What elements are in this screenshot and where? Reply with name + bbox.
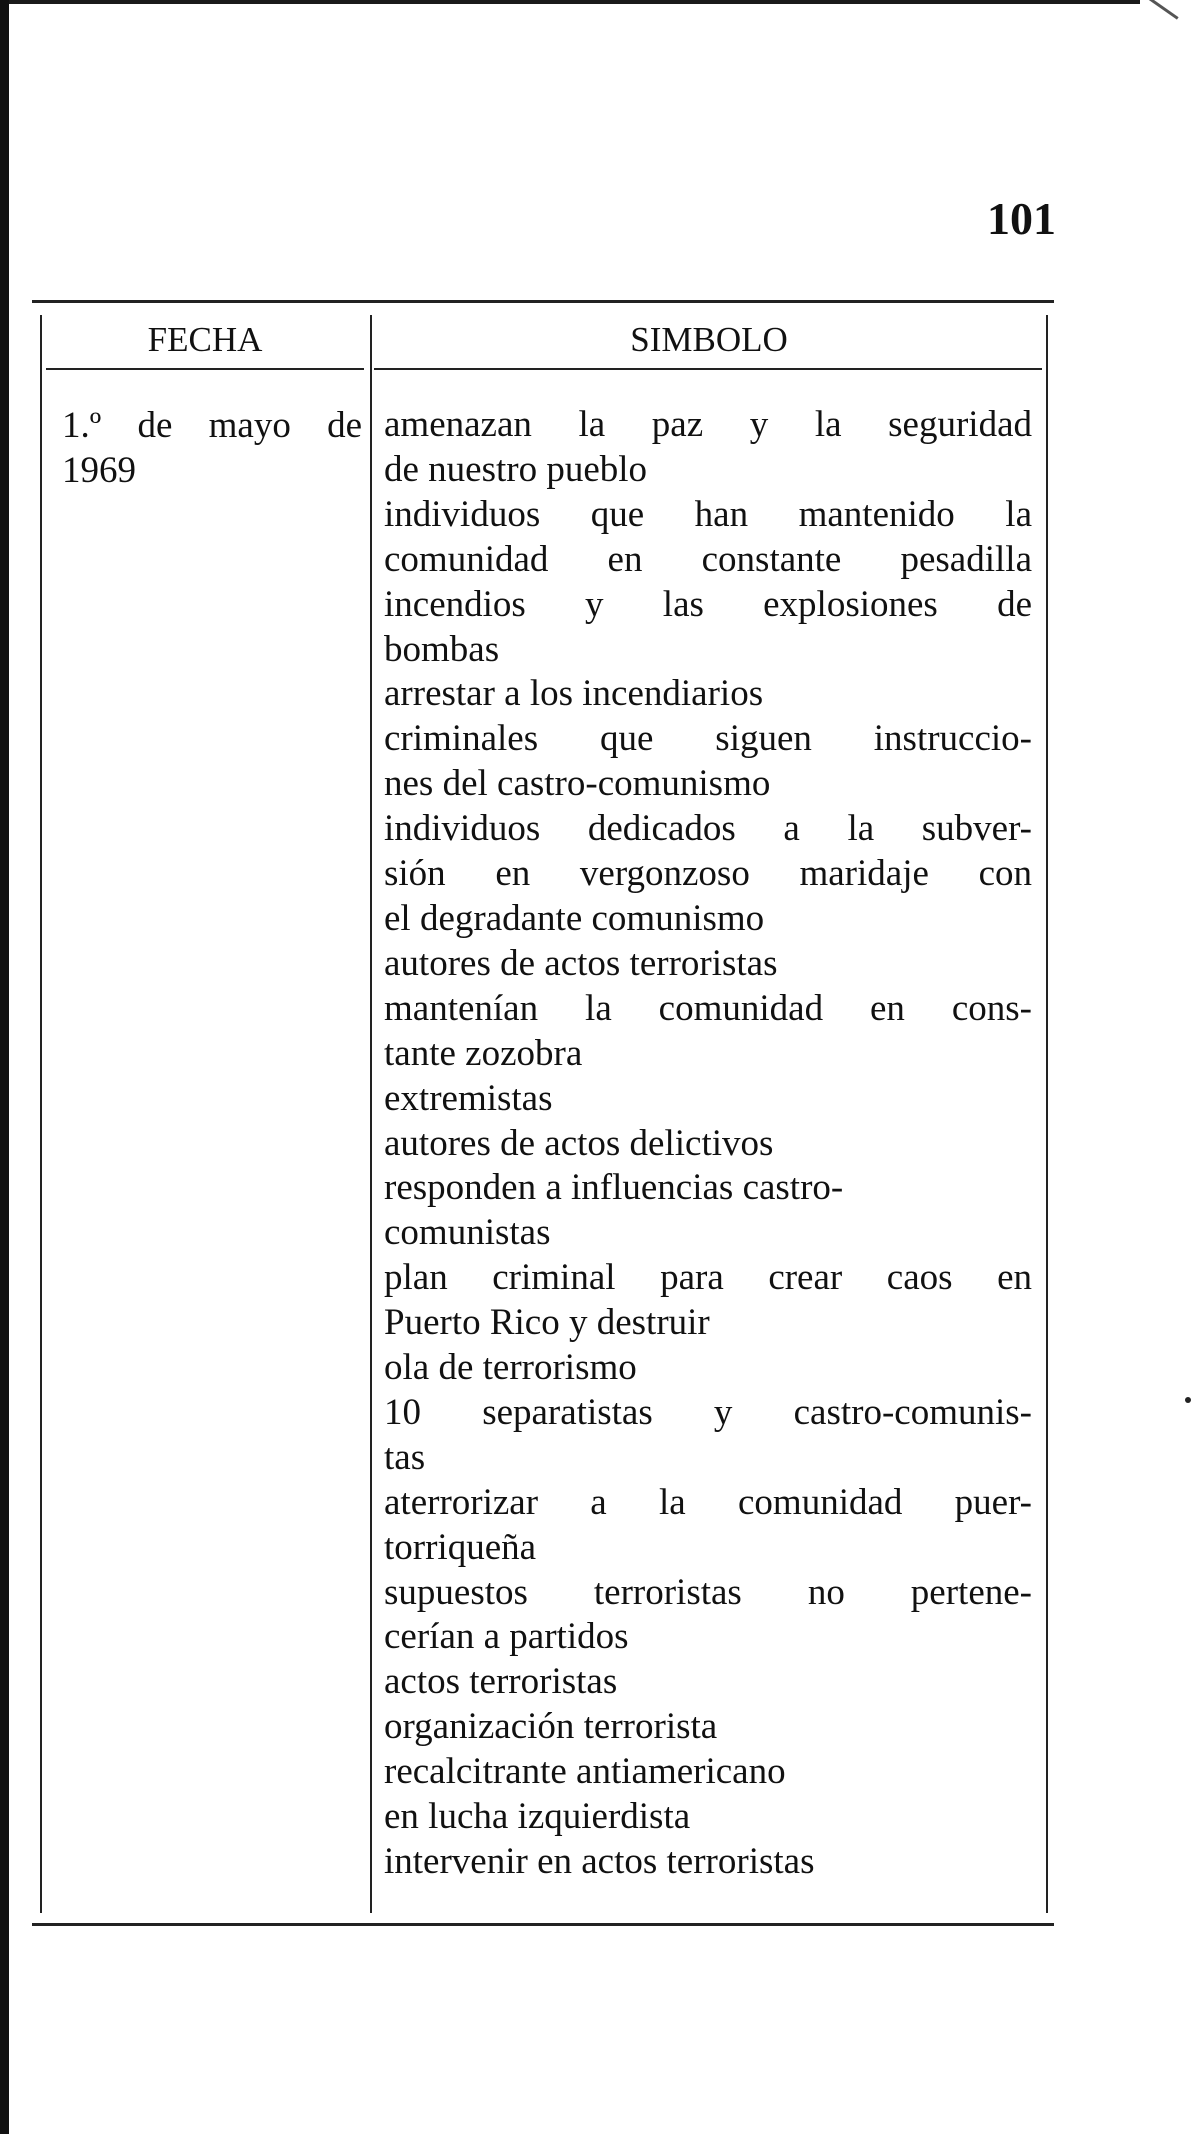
- symbol-line: el degradante comunismo: [384, 897, 765, 939]
- header-rule-fecha: [46, 368, 364, 370]
- symbol-line: comunistas: [384, 1212, 551, 1254]
- symbol-line: de nuestro pueblo: [384, 448, 648, 490]
- symbol-line: tante zozobra: [384, 1032, 583, 1074]
- top-border-rule: [0, 0, 1140, 4]
- left-page-edge: [0, 0, 9, 2134]
- symbol-line: actos terroristas: [384, 1661, 618, 1703]
- symbol-line: supuestos terroristas no pertene-: [384, 1571, 1032, 1613]
- table-left-border: [40, 315, 42, 1913]
- symbol-line: bombas: [384, 628, 500, 670]
- table-right-border: [1046, 315, 1048, 1913]
- symbol-line: mantenían la comunidad en cons-: [384, 987, 1032, 1029]
- symbol-line: torriqueña: [384, 1526, 537, 1568]
- symbol-line: organización terrorista: [384, 1706, 718, 1748]
- column-header-simbolo: SIMBOLO: [630, 320, 788, 359]
- symbol-line: plan criminal para crear caos en: [384, 1257, 1032, 1299]
- table-column-divider: [370, 315, 372, 1913]
- symbol-line: sión en vergonzoso maridaje con: [384, 853, 1032, 895]
- date-line: 1.º de mayo de: [62, 405, 362, 446]
- print-speck: [1185, 1397, 1191, 1403]
- symbol-line: autores de actos terroristas: [384, 942, 778, 984]
- date-line: 1969: [62, 450, 136, 491]
- fecha-simbolo-table: [32, 300, 1054, 1926]
- date-cell: [62, 403, 362, 493]
- symbol-list: [384, 403, 1032, 1885]
- symbol-line: arrestar a los incendiarios: [384, 673, 764, 715]
- symbol-line: 10 separatistas y castro-comunis-: [384, 1391, 1032, 1433]
- symbol-line: tas: [384, 1436, 426, 1478]
- symbol-line: extremistas: [384, 1077, 553, 1119]
- page-number: 101: [987, 193, 1056, 244]
- symbol-line: amenazan la paz y la seguridad: [384, 404, 1032, 445]
- symbol-line: en lucha izquierdista: [384, 1796, 691, 1838]
- header-rule-simbolo: [374, 368, 1042, 370]
- symbol-line: intervenir en actos terroristas: [384, 1841, 815, 1882]
- symbol-line: nes del castro-comunismo: [384, 763, 771, 805]
- symbol-line: autores de actos delictivos: [384, 1122, 774, 1164]
- symbol-line: individuos que han mantenido la: [384, 493, 1032, 535]
- symbol-line: responden a influencias castro-: [384, 1167, 844, 1209]
- symbol-line: Puerto Rico y destruir: [384, 1302, 710, 1344]
- symbol-line: ola de terrorismo: [384, 1347, 637, 1389]
- symbol-line: individuos dedicados a la subver-: [384, 808, 1032, 850]
- symbol-line: comunidad en constante pesadilla: [384, 538, 1032, 580]
- symbol-line: incendios y las explosiones de: [384, 583, 1032, 625]
- corner-mark: [1144, 0, 1178, 20]
- symbol-line: recalcitrante antiamericano: [384, 1751, 786, 1793]
- symbol-line: cerían a partidos: [384, 1616, 629, 1658]
- symbol-line: aterrorizar a la comunidad puer-: [384, 1481, 1032, 1523]
- symbol-line: criminales que siguen instruccio-: [384, 718, 1032, 760]
- column-header-fecha: FECHA: [147, 320, 263, 359]
